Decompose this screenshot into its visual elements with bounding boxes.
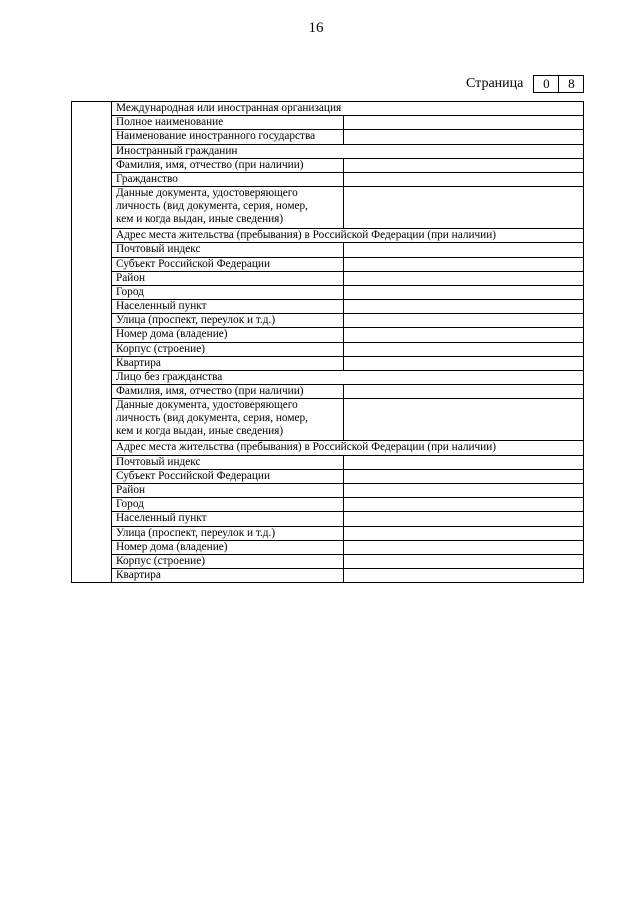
field-district-1[interactable] [344, 271, 584, 285]
page-digit-2: 8 [559, 75, 584, 93]
field-subject-2[interactable] [344, 469, 584, 483]
section-stateless: Лицо без гражданства [112, 371, 584, 385]
label-doc-2-line2: личность (вид документа, серия, номер, [116, 412, 308, 425]
label-doc-2-line3: кем и когда выдан, иные сведения) [116, 425, 284, 438]
label-street-1: Улица (проспект, переулок и т.д.) [112, 314, 344, 328]
field-postal-2[interactable] [344, 455, 584, 469]
label-postal-2: Почтовый индекс [112, 455, 344, 469]
field-building-1[interactable] [344, 342, 584, 356]
page-counter [466, 75, 584, 93]
field-subject-1[interactable] [344, 257, 584, 271]
label-building-2: Корпус (строение) [112, 554, 344, 568]
label-fio-2: Фамилия, имя, отчество (при наличии) [112, 385, 344, 399]
page-label: Страница [466, 76, 524, 91]
label-doc-1 [112, 187, 344, 229]
field-building-2[interactable] [344, 554, 584, 568]
label-locality-1: Населенный пункт [112, 300, 344, 314]
field-doc-2[interactable] [344, 399, 584, 441]
section-foreign-citizen: Иностранный гражданин [112, 144, 584, 158]
field-apartment-2[interactable] [344, 569, 584, 583]
label-foreign-state-name: Наименование иностранного государства [112, 130, 344, 144]
label-doc-1-line3: кем и когда выдан, иные сведения) [116, 213, 284, 226]
label-house-2: Номер дома (владение) [112, 540, 344, 554]
field-house-2[interactable] [344, 540, 584, 554]
label-doc-1-line1: Данные документа, удостоверяющего [116, 187, 298, 200]
field-citizenship[interactable] [344, 172, 584, 186]
label-apartment-2: Квартира [112, 569, 344, 583]
section-intl-org: Международная или иностранная организация [112, 102, 584, 116]
field-postal-1[interactable] [344, 243, 584, 257]
section-address-1: Адрес места жительства (пребывания) в Российской Федерации (при наличии) [112, 229, 584, 243]
field-street-1[interactable] [344, 314, 584, 328]
field-city-1[interactable] [344, 285, 584, 299]
field-fio-1[interactable] [344, 158, 584, 172]
label-postal-1: Почтовый индекс [112, 243, 344, 257]
field-foreign-state-name[interactable] [344, 130, 584, 144]
label-district-2: Район [112, 483, 344, 497]
section-address-2: Адрес места жительства (пребывания) в Российской Федерации (при наличии) [112, 441, 584, 455]
label-city-2: Город [112, 498, 344, 512]
label-subject-1: Субъект Российской Федерации [112, 257, 344, 271]
label-street-2: Улица (проспект, переулок и т.д.) [112, 526, 344, 540]
page-number: 16 [308, 20, 324, 36]
label-subject-2: Субъект Российской Федерации [112, 469, 344, 483]
label-city-1: Город [112, 285, 344, 299]
label-house-1: Номер дома (владение) [112, 328, 344, 342]
field-fio-2[interactable] [344, 385, 584, 399]
label-building-1: Корпус (строение) [112, 342, 344, 356]
field-locality-1[interactable] [344, 300, 584, 314]
label-district-1: Район [112, 271, 344, 285]
field-locality-2[interactable] [344, 512, 584, 526]
label-doc-1-line2: личность (вид документа, серия, номер, [116, 200, 308, 213]
field-doc-1[interactable] [344, 187, 584, 229]
field-house-1[interactable] [344, 328, 584, 342]
field-full-name[interactable] [344, 116, 584, 130]
side-column [72, 102, 112, 583]
field-street-2[interactable] [344, 526, 584, 540]
form-table [71, 101, 584, 583]
label-doc-2 [112, 399, 344, 441]
label-apartment-1: Квартира [112, 356, 344, 370]
field-district-2[interactable] [344, 483, 584, 497]
field-city-2[interactable] [344, 498, 584, 512]
label-doc-2-line1: Данные документа, удостоверяющего [116, 399, 298, 412]
label-fio-1: Фамилия, имя, отчество (при наличии) [112, 158, 344, 172]
page-digit-1: 0 [533, 75, 559, 93]
label-citizenship: Гражданство [112, 172, 344, 186]
label-locality-2: Населенный пункт [112, 512, 344, 526]
label-full-name: Полное наименование [112, 116, 344, 130]
field-apartment-1[interactable] [344, 356, 584, 370]
